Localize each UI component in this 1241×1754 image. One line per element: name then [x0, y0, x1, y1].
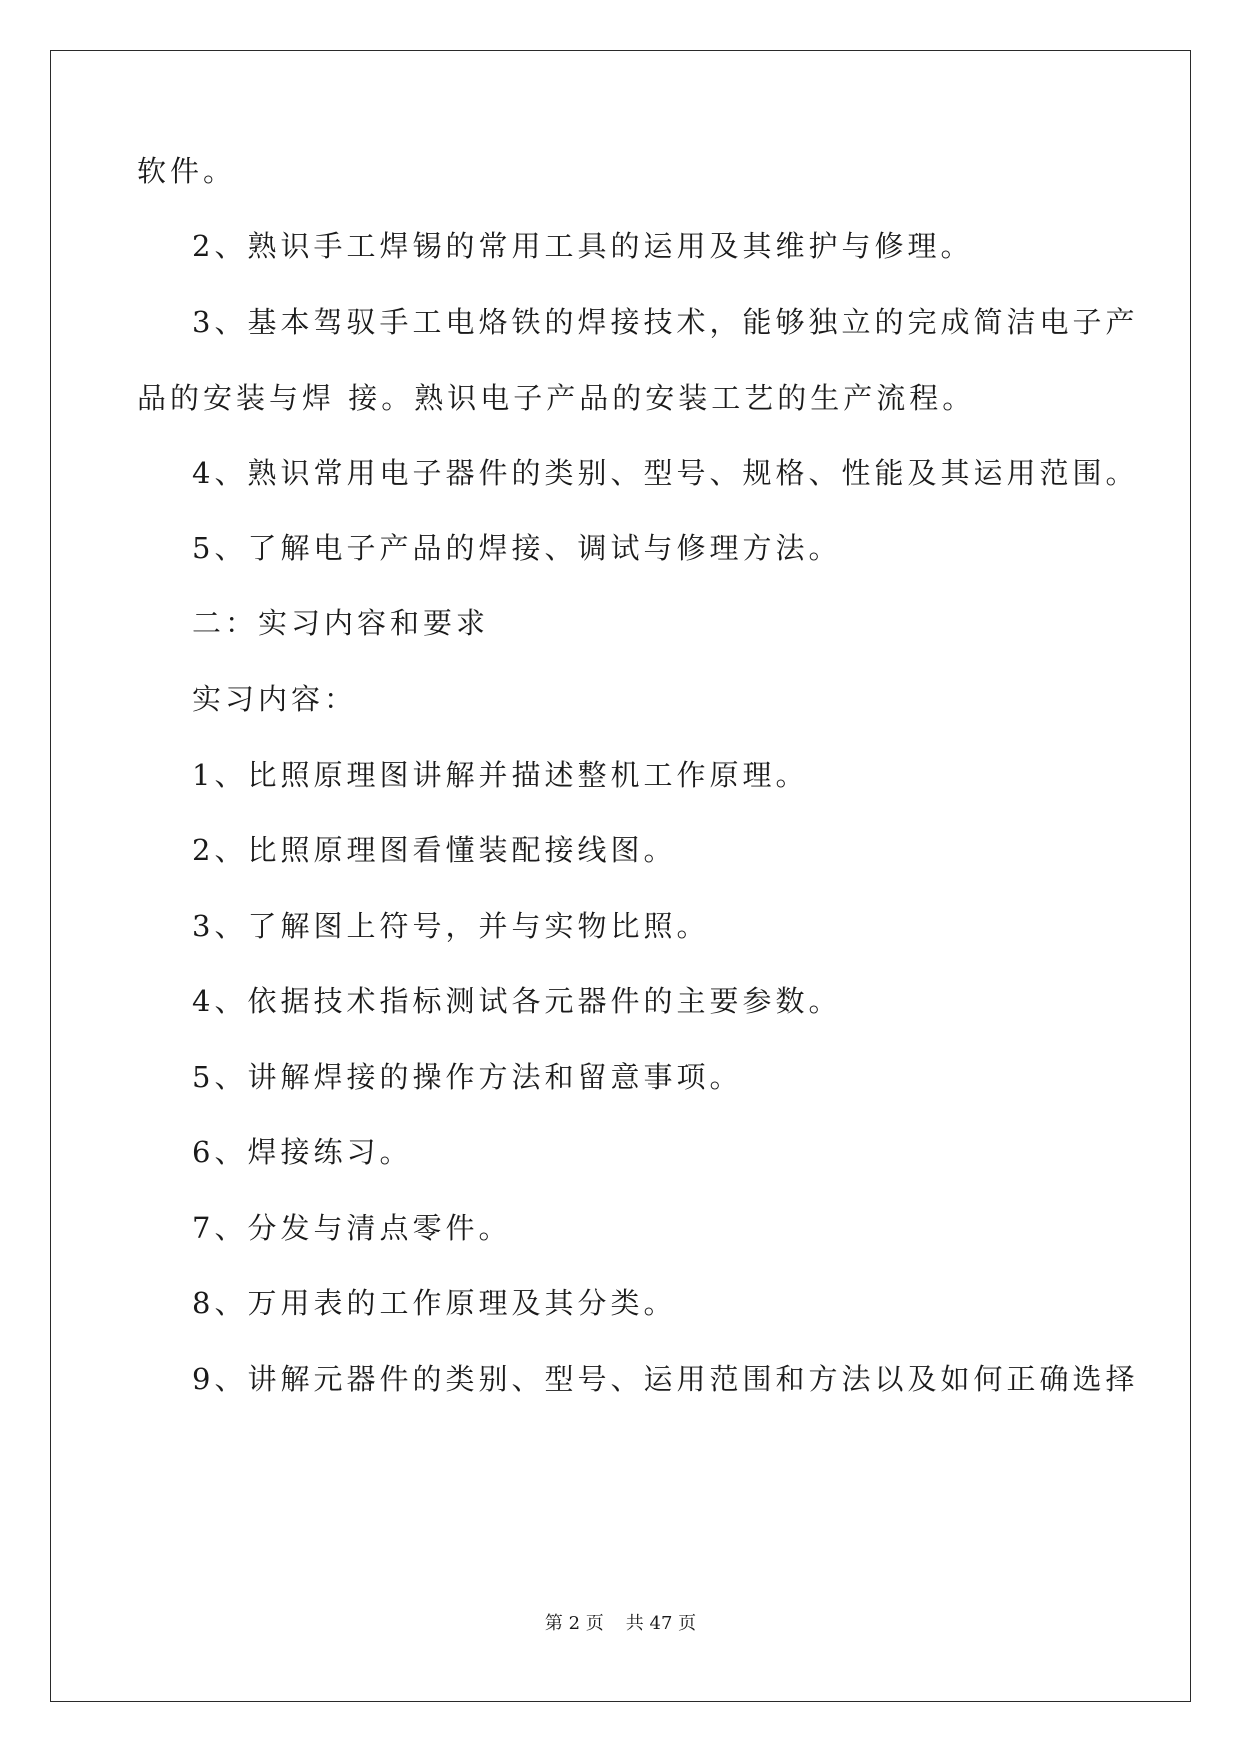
page-footer [0, 1612, 1241, 1636]
list-item-5: 5、讲解焊接的操作方法和留意事项。 [192, 1060, 743, 1094]
list-item-7: 7、分发与清点零件。 [192, 1211, 512, 1245]
list-item-6: 6、焊接练习。 [192, 1135, 413, 1169]
page-border [50, 50, 1191, 1702]
text-line-6: 5、了解电子产品的焊接、调试与修理方法。 [192, 531, 842, 565]
text-line-2: 2、熟识手工焊锡的常用工具的运用及其维护与修理。 [192, 229, 974, 263]
list-item-8: 8、万用表的工作原理及其分类。 [192, 1286, 677, 1320]
list-item-4: 4、依据技术指标测试各元器件的主要参数。 [192, 984, 842, 1018]
list-item-2: 2、比照原理图看懂装配接线图。 [192, 833, 677, 867]
subsection-heading: 实习内容： [192, 682, 358, 716]
total-pages: 共 47 页 [625, 1613, 697, 1634]
list-item-9: 9、讲解元器件的类别、型号、运用范围和方法以及如何正确选择 [192, 1362, 1139, 1396]
page-number: 第 2 页 [544, 1613, 604, 1634]
text-line-4: 品的安装与焊 接。熟识电子产品的安装工艺的生产流程。 [137, 381, 976, 415]
text-line-5: 4、熟识常用电子器件的类别、型号、规格、性能及其运用范围。 [192, 456, 1139, 490]
section-heading: 二：实习内容和要求 [192, 606, 490, 640]
list-item-1: 1、比照原理图讲解并描述整机工作原理。 [192, 758, 809, 792]
list-item-3: 3、了解图上符号，并与实物比照。 [192, 909, 710, 943]
text-line-1: 软件。 [137, 154, 237, 188]
text-line-3: 3、基本驾驭手工电烙铁的焊接技术，能够独立的完成简洁电子产 [192, 305, 1139, 339]
